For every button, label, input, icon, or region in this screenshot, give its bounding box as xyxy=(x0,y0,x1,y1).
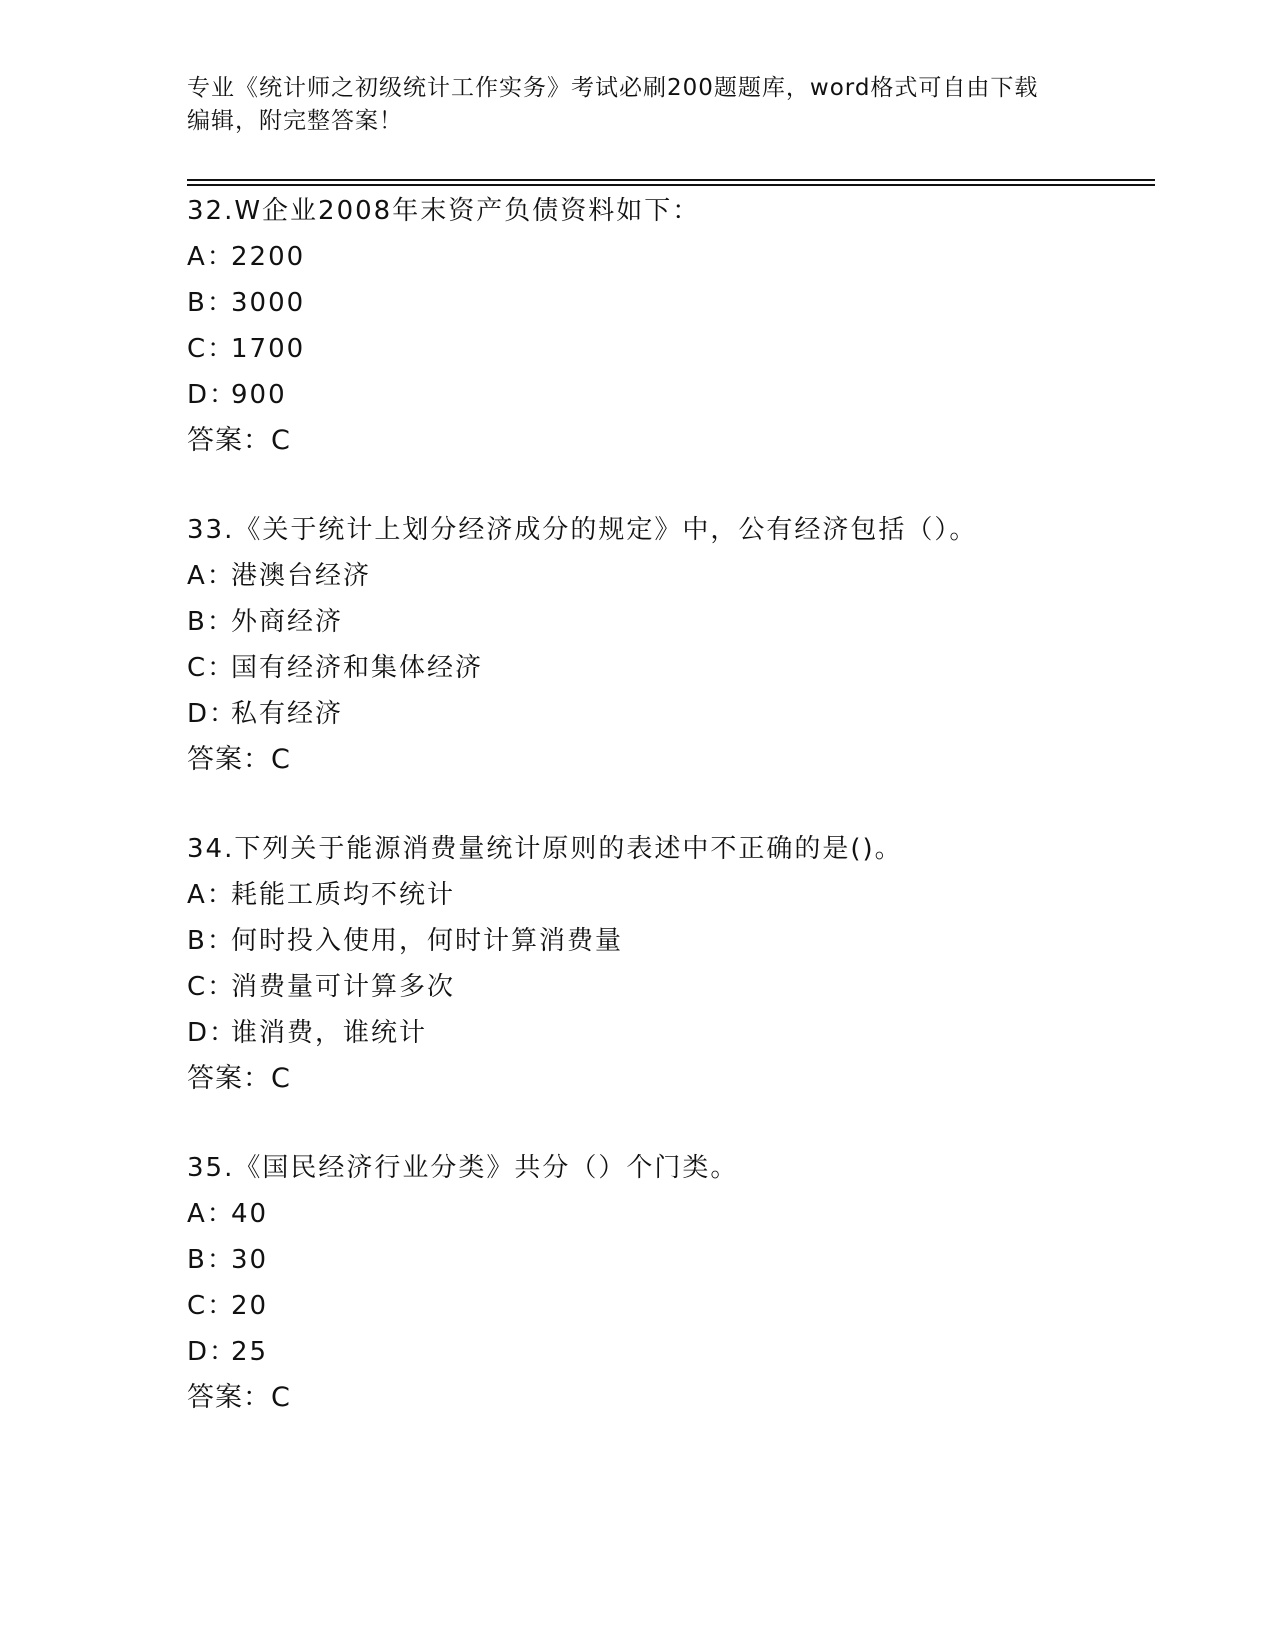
option-text: 耗能工质均不统计 xyxy=(231,880,456,910)
option-b xyxy=(187,1237,1147,1283)
option-text: 3000 xyxy=(231,288,306,318)
option-b xyxy=(187,918,1147,964)
option-a xyxy=(187,872,1147,918)
question-stem: 33.《关于统计上划分经济成分的规定》中，公有经济包括（）。 xyxy=(187,515,978,545)
option-key: C： xyxy=(187,653,236,683)
option-c xyxy=(187,326,1147,372)
question-33 xyxy=(187,507,1147,783)
option-text: 私有经济 xyxy=(231,699,344,729)
option-key: B： xyxy=(187,1245,235,1275)
option-key: C： xyxy=(187,1291,236,1321)
question-stem: 35.《国民经济行业分类》共分（）个门类。 xyxy=(187,1153,739,1183)
option-c xyxy=(187,645,1147,691)
question-stem: 32.W企业2008年末资产负债资料如下： xyxy=(187,196,701,226)
option-key: A： xyxy=(187,561,235,591)
option-c xyxy=(187,964,1147,1010)
option-key: D： xyxy=(187,1337,238,1367)
option-key: B： xyxy=(187,288,235,318)
option-d xyxy=(187,691,1147,737)
question-stem: 34.下列关于能源消费量统计原则的表述中不正确的是()。 xyxy=(187,834,903,864)
option-b xyxy=(187,599,1147,645)
question-35 xyxy=(187,1145,1147,1421)
header-divider-bottom xyxy=(187,184,1155,186)
option-b xyxy=(187,280,1147,326)
option-key: C： xyxy=(187,972,236,1002)
option-text: 国有经济和集体经济 xyxy=(231,653,484,683)
option-c xyxy=(187,1283,1147,1329)
option-text: 消费量可计算多次 xyxy=(231,972,456,1002)
option-text: 20 xyxy=(231,1291,269,1321)
option-key: B： xyxy=(187,607,235,637)
question-34 xyxy=(187,826,1147,1102)
answer-line: 答案：C xyxy=(187,425,291,456)
option-key: D： xyxy=(187,380,238,410)
option-a xyxy=(187,553,1147,599)
option-d xyxy=(187,1329,1147,1375)
option-text: 外商经济 xyxy=(231,607,344,637)
option-a xyxy=(187,234,1147,280)
option-text: 30 xyxy=(231,1245,269,1275)
option-key: A： xyxy=(187,242,235,272)
answer-line: 答案：C xyxy=(187,1382,291,1413)
option-d xyxy=(187,372,1147,418)
option-text: 何时投入使用，何时计算消费量 xyxy=(231,926,624,956)
header-divider-top xyxy=(187,179,1155,181)
header-line-2: 编辑，附完整答案！ xyxy=(187,108,403,134)
answer-line: 答案：C xyxy=(187,744,291,775)
option-text: 900 xyxy=(231,380,287,410)
option-key: A： xyxy=(187,1199,235,1229)
option-key: B： xyxy=(187,926,235,956)
option-key: D： xyxy=(187,699,238,729)
option-text: 谁消费，谁统计 xyxy=(231,1018,428,1048)
answer-line: 答案：C xyxy=(187,1063,291,1094)
question-32 xyxy=(187,188,1147,464)
option-text: 2200 xyxy=(231,242,306,272)
document-header xyxy=(187,72,1087,138)
option-key: A： xyxy=(187,880,235,910)
option-key: D： xyxy=(187,1018,238,1048)
option-text: 港澳台经济 xyxy=(231,561,372,591)
option-a xyxy=(187,1191,1147,1237)
option-text: 1700 xyxy=(231,334,306,364)
header-line-1: 专业《统计师之初级统计工作实务》考试必刷200题题库，word格式可自由下载 xyxy=(187,75,1039,101)
option-text: 25 xyxy=(231,1337,269,1367)
option-key: C： xyxy=(187,334,236,364)
option-text: 40 xyxy=(231,1199,269,1229)
option-d xyxy=(187,1010,1147,1056)
